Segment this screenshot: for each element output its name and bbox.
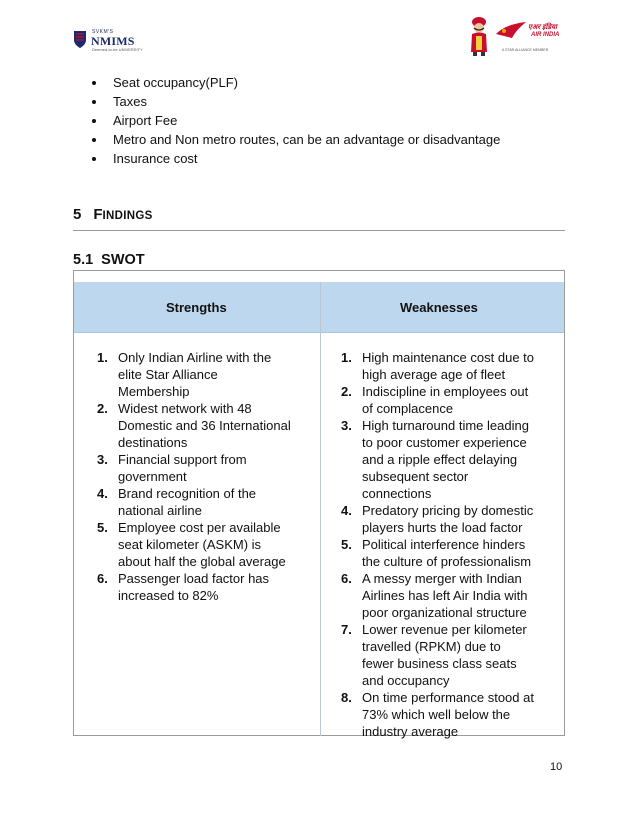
item-line: Lower revenue per kilometer [362,622,527,637]
item-number: 6. [341,571,352,586]
item-number: 5. [97,520,108,535]
swot-table [73,270,565,739]
list-item: Insurance cost [92,149,500,168]
weaknesses-list [341,349,534,740]
item-line: High maintenance cost due to [362,350,534,365]
list-item [97,451,291,485]
air-india-hindi-name: एअर इंडिया [528,24,557,31]
item-line: high average age of fleet [362,367,506,382]
swan-centaur-icon [494,20,528,42]
item-line: about half the global average [118,554,286,569]
item-line: 73% which well below the [362,707,511,722]
strengths-list [97,349,291,604]
list-item: Airport Fee [92,111,500,130]
section-rule [73,230,565,231]
item-line: seat kilometer (ASKM) is [118,537,262,552]
list-item [97,519,291,570]
item-line: players hurts the load factor [362,520,523,535]
subsection-title: SWOT [101,252,145,268]
item-line: Brand recognition of the [118,486,257,501]
item-line: and a ripple effect delaying [362,452,518,467]
star-alliance-tagline: A STAR ALLIANCE MEMBER [502,48,549,52]
cost-factors-list [92,73,500,168]
list-item [341,502,534,536]
weaknesses-header: Weaknesses [400,300,478,315]
item-line: Airlines has left Air India with [362,588,528,603]
item-line: fewer business class seats [362,656,517,671]
list-item: Seat occupancy(PLF) [92,73,500,92]
item-line: to poor customer experience [362,435,527,450]
item-line: travelled (RPKM) due to [362,639,501,654]
air-india-logo [466,14,568,58]
nmims-name: NMIMS [91,34,135,48]
page-number: 10 [550,761,563,773]
subsection-heading [73,252,145,268]
nmims-small-text: SVKM'S [92,29,114,35]
item-line: the culture of professionalism [362,554,532,569]
item-number: 6. [97,571,108,586]
list-item [341,621,534,689]
item-number: 1. [341,350,352,365]
item-number: 3. [341,418,352,433]
list-item [341,349,534,383]
list-item [97,400,291,451]
item-line: A messy merger with Indian [362,571,522,586]
section-title-first: F [93,206,103,223]
item-line: Only Indian Airline with the [118,350,272,365]
list-item [341,570,534,621]
section-heading [73,206,153,223]
item-line: of complacence [362,401,454,416]
nmims-tagline: Deemed-to-be UNIVERSITY [92,47,143,52]
item-line: Financial support from [118,452,247,467]
item-line: increased to 82% [118,588,219,603]
list-item [341,689,534,740]
section-number: 5 [73,206,82,223]
item-line: elite Star Alliance [118,367,218,382]
item-line: Passenger load factor has [118,571,270,586]
item-line: national airline [118,503,202,518]
item-line: Predatory pricing by domestic [362,503,534,518]
item-line: Indiscipline in employees out [362,384,529,399]
item-line: Widest network with 48 [118,401,252,416]
item-line: Membership [118,384,190,399]
item-number: 2. [341,384,352,399]
subsection-number: 5.1 [73,252,94,268]
strengths-header: Strengths [166,300,227,315]
list-item [97,349,291,400]
list-item [341,383,534,417]
item-number: 7. [341,622,352,637]
item-number: 2. [97,401,108,416]
list-item [341,536,534,570]
item-line: subsequent sector [362,469,469,484]
item-number: 8. [341,690,352,705]
section-title-rest: INDINGS [102,210,153,222]
list-item [341,417,534,502]
item-line: Employee cost per available [118,520,281,535]
air-india-name: AIR INDIA [531,32,560,38]
item-line: poor organizational structure [362,605,527,620]
item-line: and occupancy [362,673,450,688]
item-line: connections [362,486,432,501]
item-line: On time performance stood at [362,690,534,705]
item-line: government [118,469,187,484]
list-item [97,485,291,519]
item-number: 1. [97,350,108,365]
list-item: Metro and Non metro routes, can be an advantage or disadvantage [92,130,500,149]
nmims-logo [73,27,143,53]
item-number: 3. [97,452,108,467]
item-line: High turnaround time leading [362,418,529,433]
item-line: destinations [118,435,188,450]
item-number: 4. [97,486,108,501]
item-number: 5. [341,537,352,552]
column-divider [320,282,321,736]
item-line: Domestic and 36 International [118,418,291,433]
nmims-shield-icon [73,30,87,49]
item-number: 4. [341,503,352,518]
table-header-row [74,282,564,333]
item-line: Political interference hinders [362,537,526,552]
list-item [97,570,291,604]
maharaja-mascot-icon [468,16,490,56]
list-item: Taxes [92,92,500,111]
item-line: industry average [362,724,459,739]
